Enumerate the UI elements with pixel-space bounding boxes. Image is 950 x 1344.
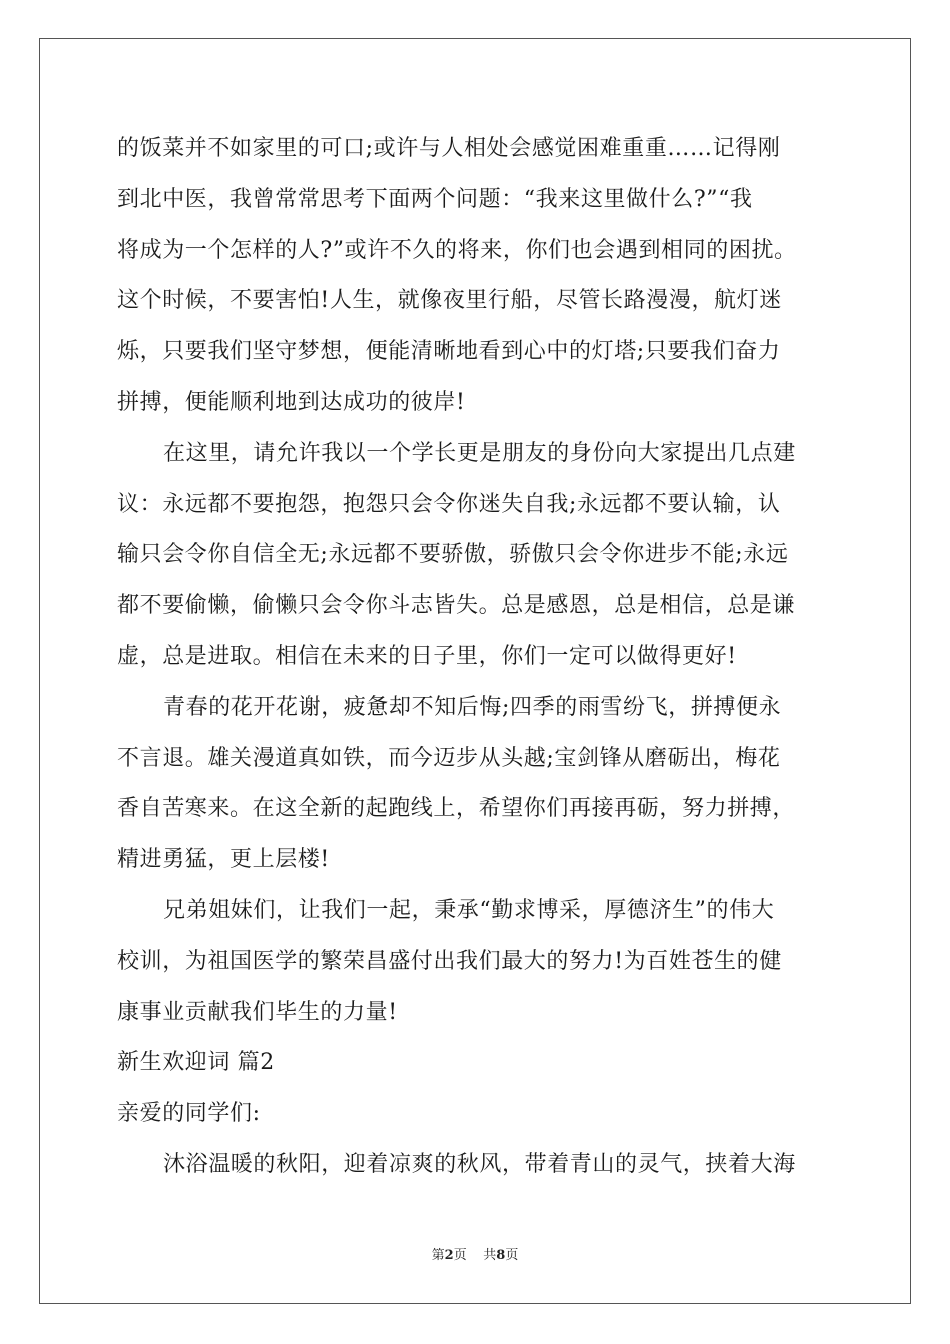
text-line: 沐浴温暖的秋阳，迎着凉爽的秋风，带着青山的灵气，挟着大海 [163, 1151, 796, 1177]
text-line: 不言退。雄关漫道真如铁，而今迈步从头越;宝剑锋从磨砺出，梅花 [117, 745, 781, 771]
text-line: 虚，总是进取。相信在未来的日子里，你们一定可以做得更好! [117, 643, 737, 669]
text-line: 青春的花开花谢，疲惫却不知后悔;四季的雨雪纷飞，拼搏便永 [163, 694, 782, 720]
document-body [117, 124, 852, 1191]
text-line: 这个时候，不要害怕!人生，就像夜里行船，尽管长路漫漫，航灯迷 [117, 288, 782, 314]
text-line: 烁，只要我们坚守梦想，便能清晰地看到心中的灯塔;只要我们奋力 [117, 339, 781, 365]
page-number: 2 [444, 1248, 454, 1263]
salutation: 亲爱的同学们: [117, 1101, 261, 1127]
text-line: 都不要偷懒，偷懒只会令你斗志皆失。总是感恩，总是相信，总是谦 [117, 593, 796, 619]
page-footer [0, 1244, 950, 1263]
text-line: 的饭菜并不如家里的可口;或许与人相处会感觉困难重重……记得刚 [117, 136, 781, 161]
total-prefix: 共 [483, 1248, 497, 1263]
text-line: 将成为一个怎样的人?”或许不久的将来，你们也会遇到相同的困扰。 [117, 237, 797, 263]
text-line: 拼搏，便能顺利地到达成功的彼岸! [117, 389, 466, 415]
text-line: 在这里，请允许我以一个学长更是朋友的身份向大家提出几点建 [163, 440, 796, 466]
text-line: 议：永远都不要抱怨，抱怨只会令你迷失自我;永远都不要认输，认 [117, 491, 781, 517]
text-line: 香自苦寒来。在这全新的起跑线上，希望你们再接再砺，努力拼搏， [117, 796, 796, 822]
total-suffix: 页 [505, 1248, 519, 1263]
text-line: 校训，为祖国医学的繁荣昌盛付出我们最大的努力!为百姓苍生的健 [117, 948, 782, 974]
text-line: 康事业贡献我们毕生的力量! [117, 999, 398, 1025]
section-heading: 新生欢迎词 篇2 [117, 1050, 275, 1076]
text-line: 输只会令你自信全无;永远都不要骄傲，骄傲只会令你进步不能;永远 [117, 542, 789, 568]
page-prefix: 第 [431, 1248, 445, 1263]
text-line: 精进勇猛，更上层楼! [117, 847, 330, 873]
total-pages: 8 [496, 1248, 506, 1263]
page-suffix: 页 [453, 1248, 467, 1263]
text-line: 到北中医，我曾常常思考下面两个问题：“我来这里做什么?”“我 [117, 186, 753, 212]
text-line: 兄弟姐妹们，让我们一起，秉承“勤求博采，厚德济生”的伟大 [163, 897, 775, 923]
